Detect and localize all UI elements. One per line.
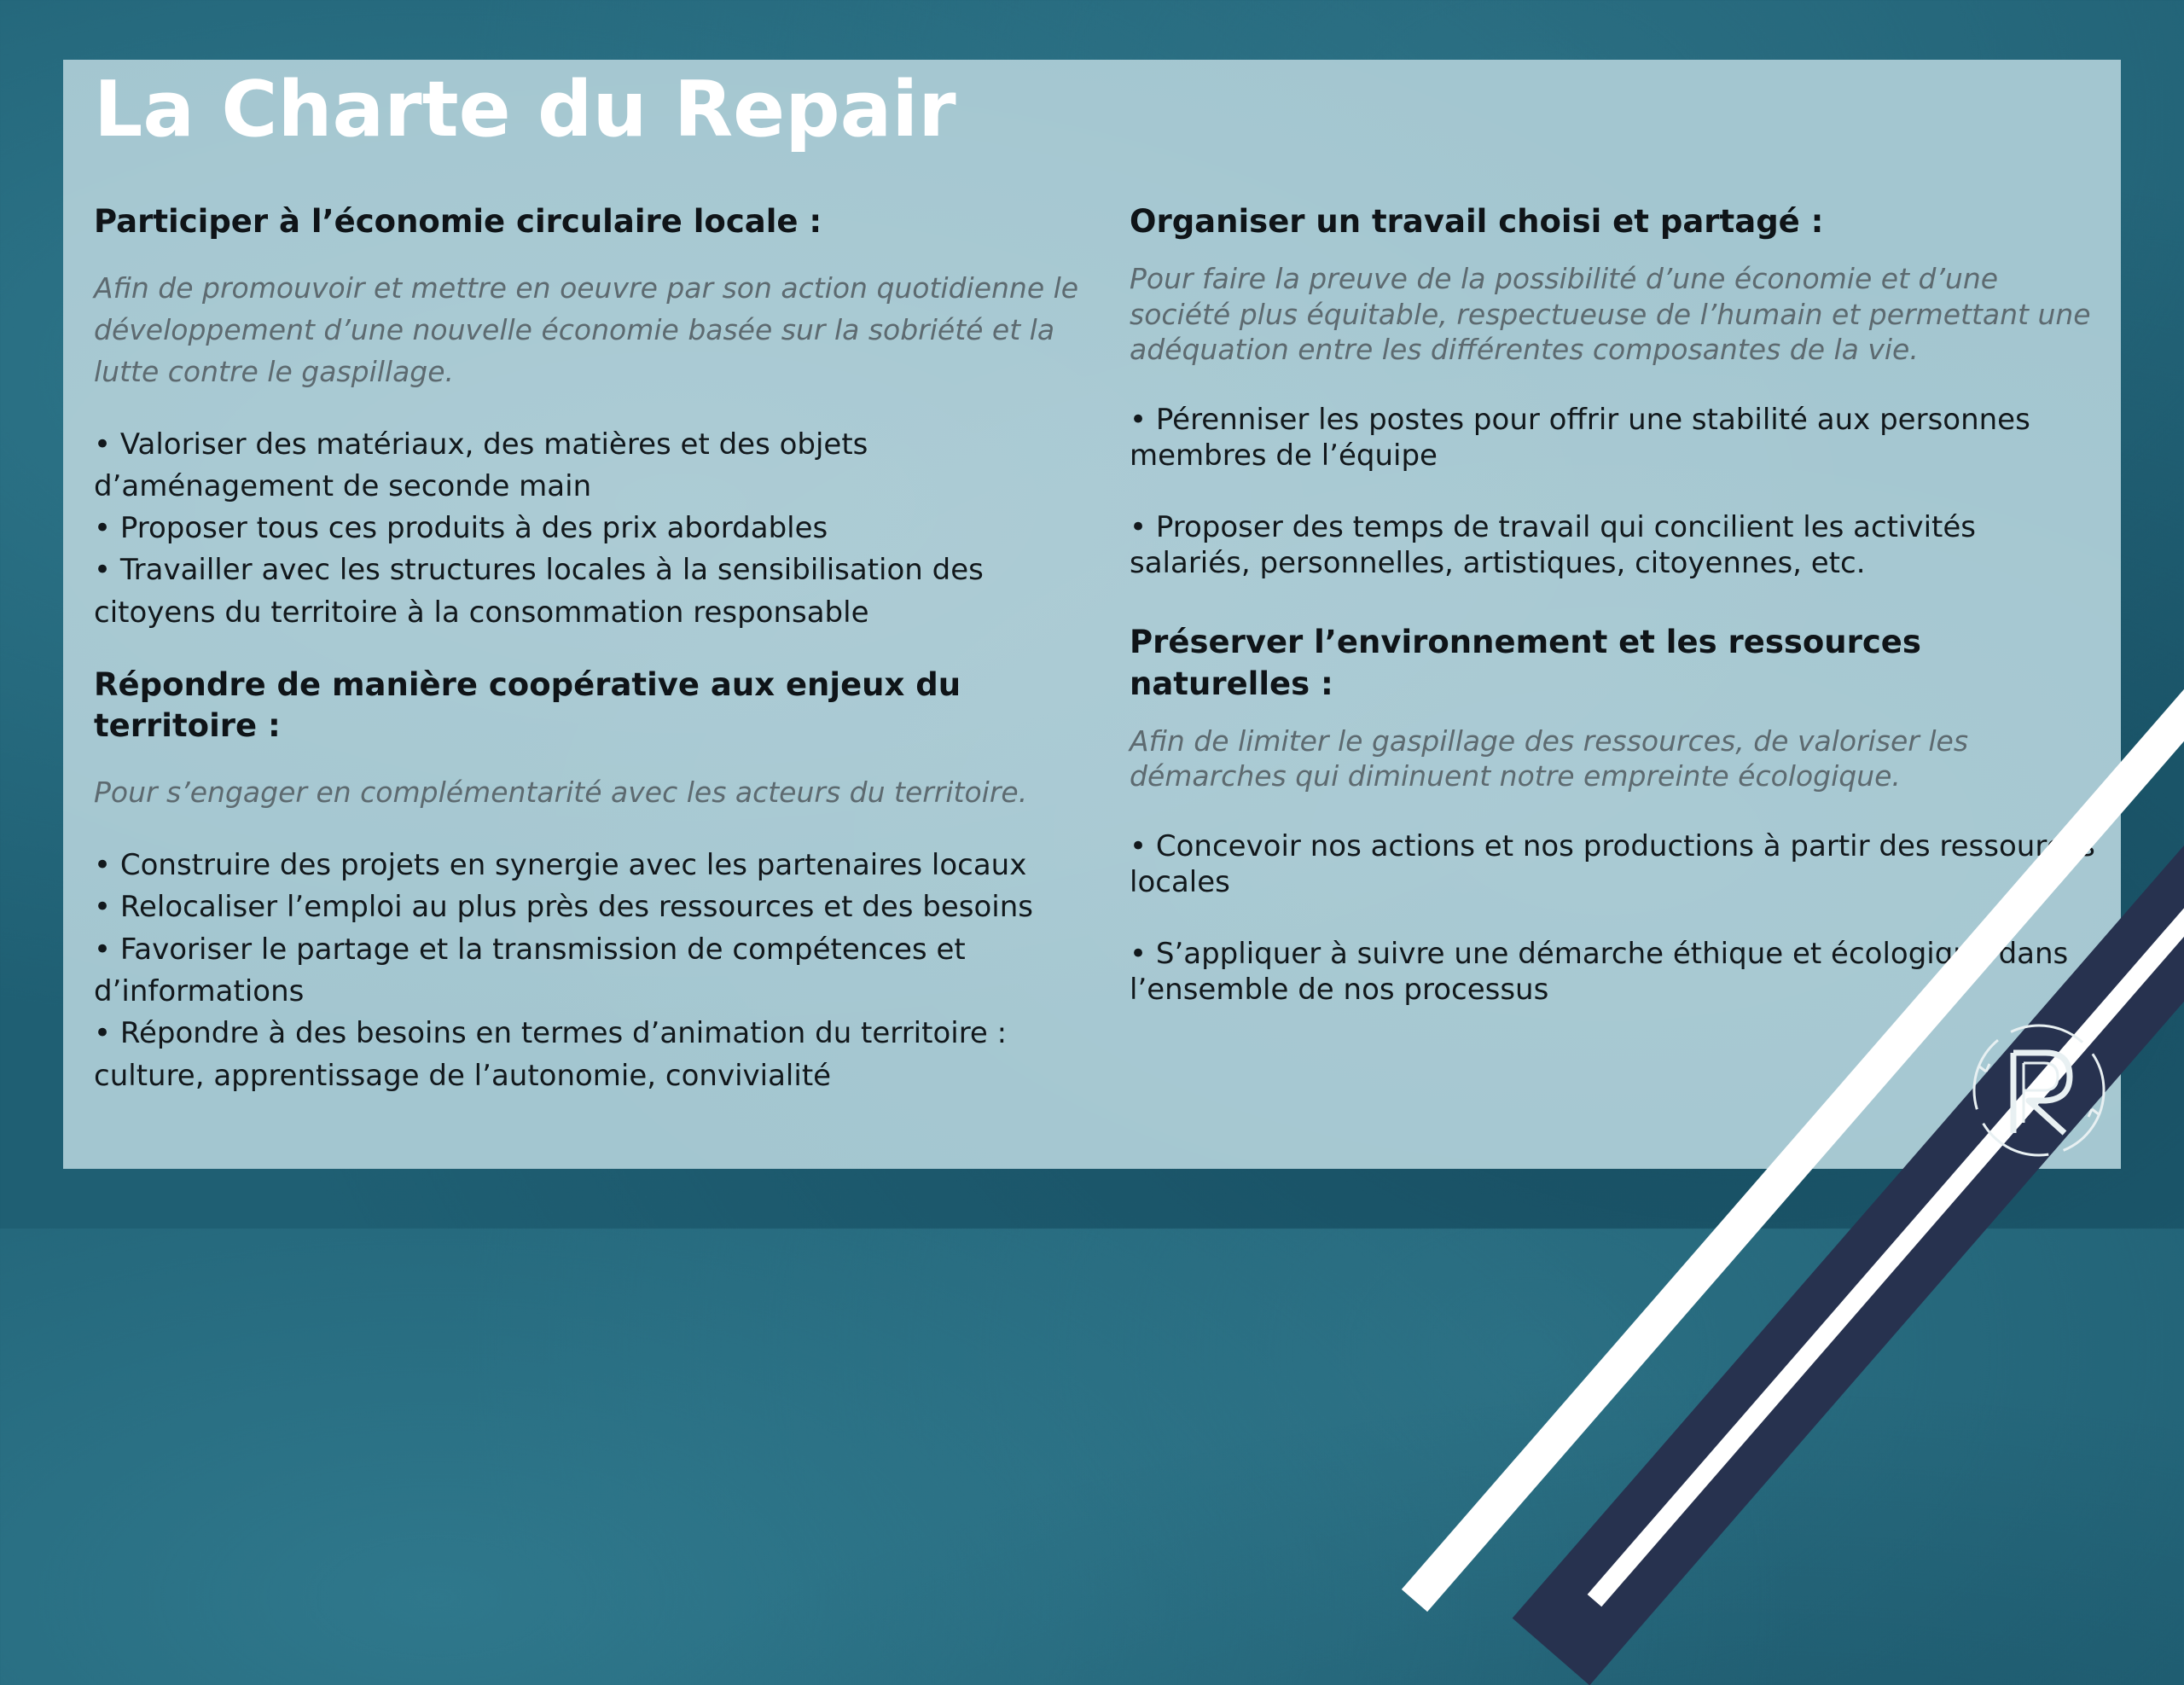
list-item: • Concevoir nos actions et nos productions à partir des ressources locales [1130, 828, 2095, 899]
list-item: • Travailler avec les structures locales à la sensibilisation des citoyens du territoire à la consommation responsable [94, 553, 984, 630]
section-heading: Préserver l’environnement et les ressources naturelles : [1130, 624, 1921, 702]
list-item: • Favoriser le partage et la transmission de compétences et d’informations [94, 932, 966, 1008]
section-heading: Répondre de manière coopérative aux enjeux du territoire : [94, 666, 961, 745]
section-heading: Organiser un travail choisi et partagé : [1130, 203, 1824, 240]
list-item: • Proposer des temps de travail qui concilient les activités salariés, personnelles, artistiques, citoyennes, etc. [1130, 510, 1976, 581]
section-intro: Afin de promouvoir et mettre en oeuvre par son action quotidienne le développement d’une nouvelle économie basée sur la sobriété et la lutte contre le gaspillage. [94, 271, 1079, 388]
list-item: • Répondre à des besoins en termes d’animation du territoire : culture, apprentissage de l’autonomie, convivialité [94, 1016, 1008, 1093]
section-circular-economy [94, 201, 1092, 634]
list-item: • S’appliquer à suivre une démarche éthique et écologique dans l’ensemble de nos processus [1130, 937, 2069, 1008]
section-intro: Pour s’engager en complémentarité avec les acteurs du territoire. [94, 776, 1028, 810]
list-item: • Construire des projets en synergie avec les partenaires locaux [94, 848, 1027, 883]
left-column [94, 201, 1092, 1128]
repair-r-logo-icon [1969, 1020, 2109, 1160]
section-intro: Pour faire la preuve de la possibilité d’une économie et d’une société plus équitable, respectueuse de l’humain et permettant une adéquation entre les différentes composantes de la vie. [1130, 262, 2091, 367]
section-list [94, 424, 1092, 634]
section-shared-work [1130, 201, 2102, 581]
section-heading: Participer à l’économie circulaire locale : [94, 203, 822, 240]
section-list [94, 845, 1092, 1097]
list-item: • Valoriser des matériaux, des matières et des objets d’aménagement de seconde main [94, 427, 868, 503]
section-intro: Afin de limiter le gaspillage des ressources, de valoriser les démarches qui diminuent notre empreinte écologique. [1130, 723, 1969, 793]
page-title: La Charte du Repair [94, 65, 956, 154]
list-item: • Relocaliser l’emploi au plus près des ressources et des besoins [94, 890, 1033, 925]
right-column [1130, 201, 2102, 1049]
list-item: • Proposer tous ces produits à des prix abordables [94, 511, 828, 546]
list-item: • Pérenniser les postes pour offrir une stabilité aux personnes membres de l’équipe [1130, 402, 2030, 473]
section-cooperative-territory [94, 665, 1092, 1097]
section-list [1130, 402, 2102, 582]
charter-panel [63, 60, 2121, 1169]
